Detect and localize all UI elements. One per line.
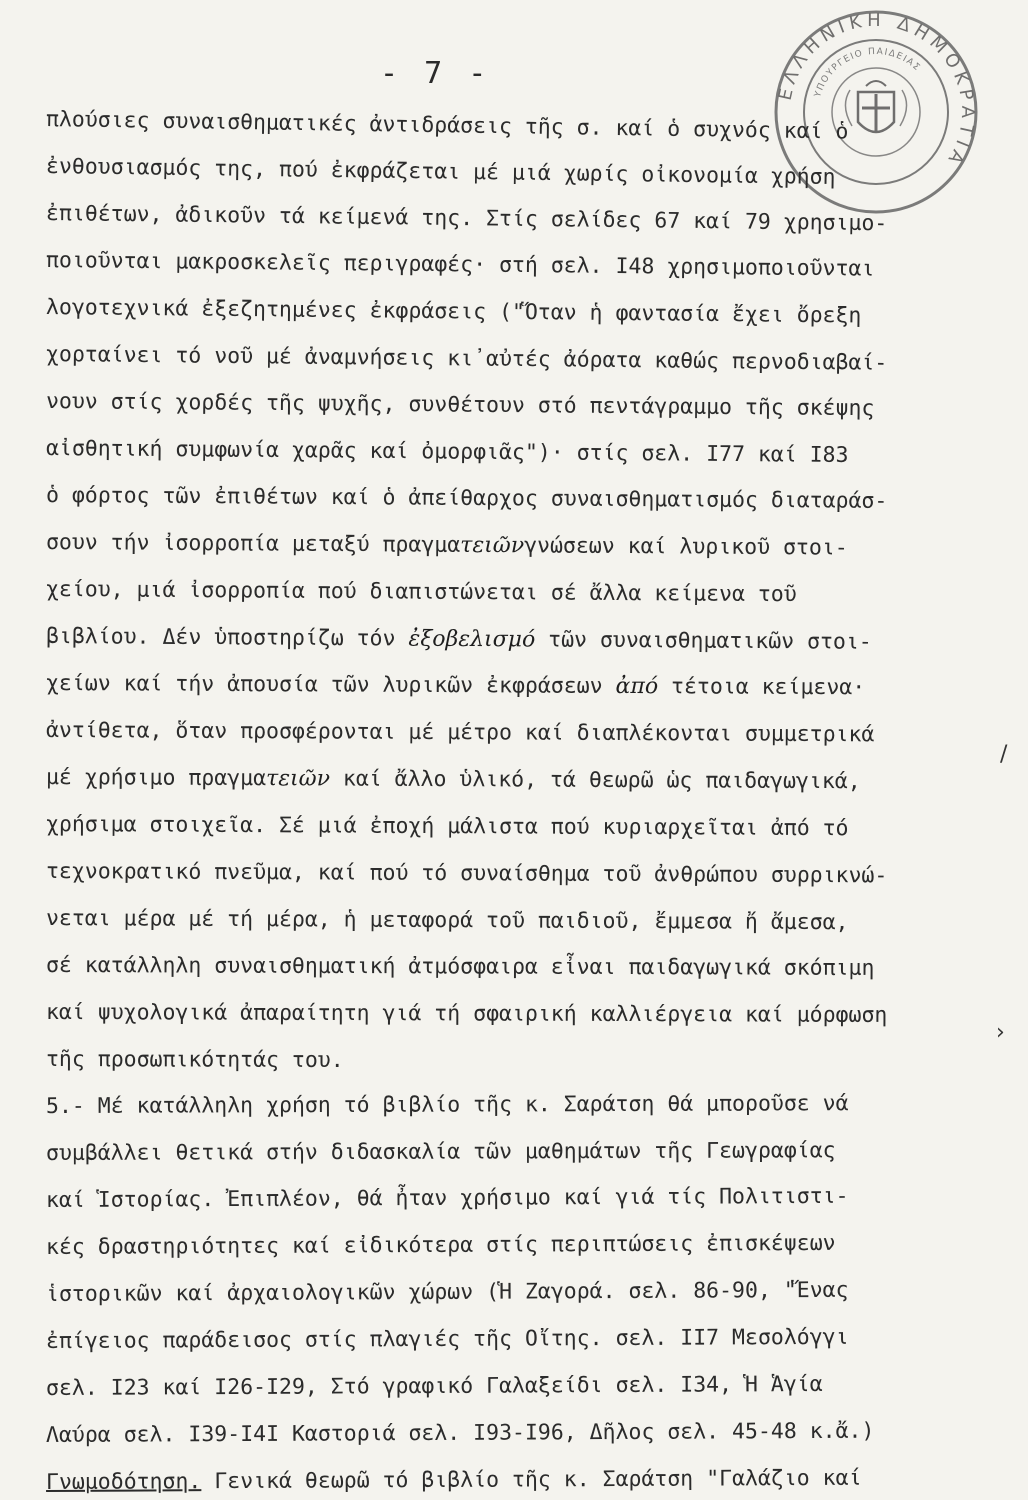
page-number: - 7 -	[380, 56, 491, 91]
text-line: αἰσθητική συμφωνία χαρᾶς καί ὀμορφιᾶς")· στίς σελ. I77 καί I83	[45, 436, 849, 469]
text-line: Λαύρα σελ. I39-I4I Καστοριά σελ. I93-I96, Δῆλος σελ. 45-48 κ.ἄ.)	[45, 1418, 875, 1448]
handwritten-correction: τειῶν	[460, 532, 525, 559]
margin-mark: /	[1000, 742, 1008, 767]
text-line: ποιοῦνται μακροσκελεῖς περιγραφές· στή σελ. I48 χρησιμοποιοῦνται	[45, 248, 875, 282]
margin-mark: ›	[996, 1020, 1005, 1045]
text-line: ἐπίγειος παράδεισος στίς πλαγιές τῆς Οἴτης. σελ. II7 Μεσολόγγι	[45, 1324, 849, 1354]
handwritten-correction: ἀπό	[615, 673, 659, 700]
seal-outer-text: ΕΛΛΗΝΙΚΗ ΔΗΜΟΚΡΑΤΙΑ	[774, 9, 979, 172]
text-line: τεχνοκρατικό πνεῦμα, καί πού τό συναίσθημα τοῦ ἀνθρώπου συρρικνώ-	[45, 859, 888, 889]
text-line: σελ. I23 καί I26-I29, Στό γραφικό Γαλαξείδι σελ. I34, Ἡ Ἁγία	[45, 1371, 823, 1401]
text-line: χορταίνει τό νοῦ μέ ἀναμνήσεις κι᾽αὐτές ἀόρατα καθώς περνοδιαβαί-	[45, 342, 888, 376]
text-line: πλούσιες συναισθηματικές ἀντιδράσεις τῆς σ. καί ὁ συχνός καί ὁ	[45, 107, 849, 145]
text-line: χείου, μιά ἰσορροπία πού διαπιστώνεται σέ ἄλλα κείμενα τοῦ	[45, 577, 797, 608]
text-line: ἀντίθετα, ὅταν προσφέρονται μέ μέτρο καί διαπλέκονται συμμετρικά	[45, 718, 875, 748]
text-line: κές δραστηριότητες καί εἰδικότερα στίς περιπτώσεις ἐπισκέψεων	[45, 1230, 836, 1260]
text-line: σουν τήν ἰσορροπία μεταξύ πραγματειῶνγνώσεων καί λυρικοῦ στοι-	[45, 530, 848, 561]
text-line: Γνωμοδότηση. Γενικά θεωρῶ τό βιβλίο τῆς κ. Σαράτση "Γαλάζιο καί	[45, 1465, 862, 1495]
text-line: νουν στίς χορδές τῆς ψυχῆς, συνθέτουν στό πεντάγραμμο τῆς σκέψης	[45, 389, 875, 422]
text-line: χρήσιμα στοιχεῖα. Σέ μιά ἐποχή μάλιστα πού κυριαρχεῖται ἀπό τό	[45, 812, 849, 842]
text-line: λογοτεχνικά ἐξεζητημένες ἐκφράσεις ("Ὅταν ἡ φαντασία ἔχει ὄρεξη	[45, 295, 862, 329]
section-heading: Γνωμοδότηση.	[45, 1469, 202, 1495]
handwritten-correction: ἐξοβελισμό	[408, 626, 536, 653]
text-line: συμβάλλει θετικά στήν διδασκαλία τῶν μαθημάτων τῆς Γεωγραφίας	[45, 1138, 836, 1166]
body-text	[46, 96, 976, 1500]
text-line: ἱστορικῶν καί ἀρχαιολογικῶν χώρων (Ἡ Ζαγορά. σελ. 86-90, "Ἕνας	[45, 1277, 849, 1307]
text-line: μέ χρήσιμο πραγματειῶν καί ἄλλο ὑλικό, τά θεωρῶ ὡς παιδαγωγικά,	[45, 765, 861, 795]
text-line: νεται μέρα μέ τή μέρα, ἡ μεταφορά τοῦ παιδιοῦ, ἔμμεσα ἤ ἄμεσα,	[45, 906, 849, 936]
text-line: βιβλίου. Δέν ὑποστηρίζω τόν ἐξοβελισμό τῶν συναισθηματικῶν στοι-	[45, 624, 872, 655]
text-line: καί ψυχολογικά ἀπαραίτητη γιά τή σφαιρική καλλιέργεια καί μόρφωση	[45, 1000, 888, 1028]
handwritten-correction: τειῶν	[265, 766, 331, 792]
text-line: ἐπιθέτων, ἀδικοῦν τά κείμενά της. Στίς σελίδες 67 καί 79 χρησιμο-	[45, 201, 888, 237]
text-line: 5.- Μέ κατάλληλη χρήση τό βιβλίο τῆς κ. Σαράτση θά μποροῦσε νά	[45, 1091, 849, 1119]
text-line: τῆς προσωπικότητάς του.	[45, 1047, 344, 1074]
seal-inner-text: ΥΠΟΥΡΓΕΙΟ ΠΑΙΔΕΙΑΣ	[813, 46, 923, 99]
text-line: χείων καί τήν ἀπουσία τῶν λυρικῶν ἐκφράσεων ἀπό τέτοια κείμενα·	[45, 671, 866, 701]
text-line: ἐνθουσιασμός της, πού ἐκφράζεται μέ μιά χωρίς οἰκονομία χρήση	[45, 154, 836, 191]
text-line: σέ κατάλληλη συναισθηματική ἀτμόσφαιρα εἶναι παιδαγωγικά σκόπιμη	[45, 953, 875, 981]
text-line: ὁ φόρτος τῶν ἐπιθέτων καί ὁ ἀπείθαρχος συναισθηματισμός διαταράσ-	[45, 483, 888, 514]
text-line: καί Ἱστορίας. Ἐπιπλέον, θά ἦταν χρήσιμο καί γιά τίς Πολιτιστι-	[45, 1183, 849, 1213]
